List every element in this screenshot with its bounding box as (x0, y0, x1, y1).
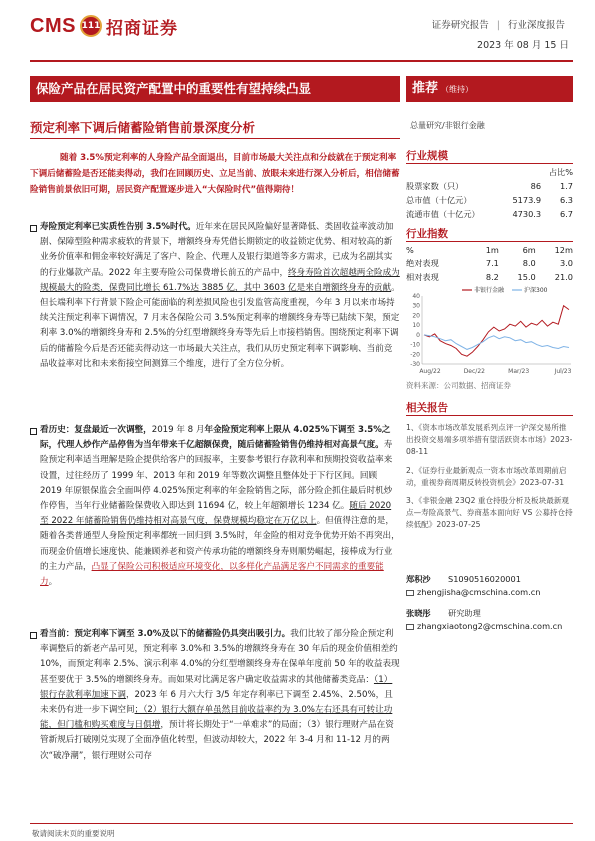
p3-e: ，预计将长期处于“一单难求”的局面；（3）银行理财产品在资管新规后打破刚兑实现了全面净值化转型，但波动却较大，2022 年 3-4 月和 11-12 月的两次“破净潮”，银行理财公司存 (40, 720, 394, 761)
industry-index-heading: 行业指数 (406, 228, 448, 240)
summary-paragraph: 随着 3.5%预定利率的人身险产品全面退出，目前市场最大关注点和分歧就在于预定利率下调后储蓄险是否还能卖得动，我们在回顾历史、立足当前、放眼未来进行深入分析后，相信储蓄险销售前景依旧可期，居民资产配置逐步进入“大保险时代”值得期待！ (30, 153, 400, 195)
related-list (406, 422, 573, 538)
index-header: 12m (554, 244, 573, 255)
related-heading: 相关报告 (406, 402, 448, 414)
analyst-note: 总量研究/非银行金融 (410, 121, 485, 130)
paragraph-history (30, 423, 400, 590)
analyst-email[interactable]: zhangxiaotong2@cmschina.com.cn (417, 621, 563, 631)
p2-e: 。但值得注意的是，随着各类普通型人身险预定利率都统一回归到 3.5%时，年金险的相对竞争优势开始不再突出，而现金价值增长速度快、能兼顾养老和资产传承功能的增额终身寿则顺势崛起，接棒成为行业的主力产品， (40, 516, 400, 572)
p2-g: 。 (48, 577, 58, 588)
footer-note: 敬请阅读末页的重要说明 (32, 829, 115, 838)
scale-pct: 6.3 (559, 195, 573, 205)
p3-lead: 看当前：预定利率下调至 3.0%及以下的储蓄险仍具突出吸引力。 (40, 629, 291, 639)
scale-value: 5173.9 (512, 195, 542, 205)
report-category: 行业深度报告 (507, 20, 565, 31)
contact-row (406, 608, 573, 621)
table-row (406, 193, 573, 207)
contact-block (406, 574, 573, 634)
industry-scale-table (406, 165, 573, 221)
logo-text: CMS (30, 14, 76, 37)
report-date: 2023 年 08 月 15 日 (477, 40, 569, 51)
p2-d: 随后 2020 至 2022 年储蓄险销售仍维持相对高景气度，保费规模均稳定在万亿以上 (40, 501, 392, 527)
series-line-nonbank (424, 306, 569, 357)
contact-row (406, 587, 573, 600)
body-section-1 (30, 220, 400, 372)
index-label: 绝对表现 (406, 257, 439, 268)
industry-index-divider (406, 241, 573, 242)
p3-b: （1）银行存款利率加速下调 (40, 674, 393, 700)
header-divider (30, 60, 573, 62)
body-section-2 (30, 423, 400, 590)
p1-c: 。但长端利率下行背景下险企可能面临的利差损风险也引发监管高度重视，今年 3 月以来市场持续关注预定利率下调情况，7 月末各保险公司 3.5%预定利率的增额终身寿等已陆续下架，预定利率 3.0%的增额终身寿和 2.5%的分红型增额终身寿等先后上市接档销售。围绕预定利率下调后的储蓄险今后是否还能卖得动这一市场最大关注点，我们从历史预定利率下调影响、当前竞品收益率对比和未来衔接空间测算三个维度，进行了全方位分析。 (40, 282, 400, 369)
index-12m: 21.0 (554, 272, 573, 282)
index-6m: 8.0 (522, 258, 536, 268)
scale-pct: 1.7 (559, 181, 573, 191)
y-tick-label: 30 (412, 302, 420, 310)
p3-a: 我们比较了部分险企预定利率调整后的新老产品可见，预定利率 3.0%和 3.5%的增额终身寿在 30 年后的现金价值相差约 10%，而预定利率 2.5%、演示利率 4.0%的分红型增额终身寿在保单年度前 50 年的收益表现甚至要优于 3.5%的增额终身寿。而如果对比满足客户确定收益需求的其他储蓄类竞品： (40, 629, 400, 685)
related-item[interactable]: 2、《证券行业最新观点一资本市场改革周期前启动，重视券商周期反转投资机会》2023-07-31 (406, 465, 567, 487)
y-tick-label: 20 (412, 312, 420, 320)
table-row (406, 256, 573, 270)
index-chart-svg (406, 284, 573, 376)
p1-lead: 寿险预定利率已实质性告别 3.5%时代。 (40, 222, 196, 232)
index-header: 6m (522, 244, 536, 255)
paragraph-current (30, 627, 400, 764)
table-header-row (406, 243, 573, 256)
table-row (406, 270, 573, 284)
logo-cn-text: 招商证券 (105, 18, 178, 39)
p2-b: 年金险预定利率上限从 4.025%下调至 3.5%之际，代理人炒作产品停售为当年带来千亿超额保费，随后储蓄险销售仍维持相对高景气度。 (40, 425, 391, 451)
rating-box (406, 76, 573, 102)
analyst-name: 张晓彤 (406, 608, 431, 618)
report-title: 保险产品在居民资产配置中的重要性有望持续凸显 (30, 76, 400, 102)
subtitle-divider (30, 138, 400, 139)
index-label: 相对表现 (406, 271, 439, 282)
contact-row (406, 621, 573, 634)
p2-f: 凸显了保险公司积极适应环境变化，以多样化产品满足客户不同需求的重要能力 (40, 561, 384, 588)
p1-b: 终身寿险首次超越两全险成为规模最大的险类，保费同比增长 61.7%达 3885 亿，其中 3603 亿是来自增额终身寿的贡献 (40, 267, 400, 293)
y-tick-label: -20 (410, 351, 420, 359)
series-line-csi300 (424, 335, 569, 350)
legend-label: 非银行金融 (474, 287, 505, 294)
industry-index-table (406, 243, 573, 284)
x-tick-label: Jul/23 (554, 368, 572, 375)
report-type: 证券研究报告 (431, 20, 489, 31)
table-row (406, 207, 573, 221)
index-12m: 3.0 (559, 258, 573, 268)
mail-icon (406, 624, 414, 630)
scale-label: 股票家数（只） (406, 180, 464, 191)
index-header: 1m (485, 244, 499, 255)
p1-a: 近年来在居民风险偏好显著降低、类固收益率波动加剧、保障型险种需求疲软的背景下，增额终身寿凭借长期锁定的收益锁定优势、相对较高的新业务价值率和佣金率较好满足了客户、险企、代理人及银行渠道等多方需求，已成为名副其实的行业爆款产品。2022 年主要寿险公司保费增长前五的产品中， (40, 222, 394, 278)
rating-label: 推荐 (412, 81, 439, 96)
chart-source: 资料来源：公司数据、招商证券 (406, 381, 511, 390)
p2-c: 寿险预定利率适当理解是险企提供给客户的回报率，主要参考银行存款利率和预期投资收益率来设置，过往经历了 1999 年、2013 年和 2019 年等数次调整且整体处于下行区间。回顾 2019 年原银保监会全面叫停 4.025%预定利率的年金险销售之际，部分险企抓住最后时机炒作停售，当年行业储蓄险保费收入即达到 11694 亿，较上年超额增长 1234 亿。 (40, 440, 393, 512)
p3-c: ，2023 年 6 月六大行 3/5 年定存利率已下调至 2.45%、2.50%，且未来仍有进一步下调空间 (40, 689, 393, 716)
analyst-email[interactable]: zhengjisha@cmschina.com.cn (417, 587, 541, 597)
scale-col-header: 占比% (548, 166, 573, 177)
related-divider (406, 415, 573, 416)
contact-row (406, 574, 573, 587)
index-6m: 15.0 (517, 272, 536, 282)
scale-label: 流通市值（十亿元） (406, 208, 480, 219)
scale-value: 4730.3 (512, 209, 542, 219)
analyst-name: 郑积沙 (406, 574, 431, 584)
industry-scale-divider (406, 163, 573, 164)
logo-badge-icon: 111 (80, 15, 102, 37)
related-item[interactable]: 3、《非银金融 23Q2 重仓持股分析及板块最新观点—寿险高景气、券商基本面向好 VS 公募持仓持续低配》2023-07-25 (406, 496, 573, 530)
related-item[interactable]: 1、《资本市场改革发展系列点评一沪深交易所推出投资交易端多项举措有望活跃资本市场》2023-08-11 (406, 423, 573, 457)
scale-label: 总市值（十亿元） (406, 194, 472, 205)
p2-lead: 看历史：复盘最近一次调整， (40, 425, 152, 435)
footer-divider (30, 823, 573, 824)
p3-d: ；（2）银行大额存单虽然目前收益率约为 3.0%左右还具有可转让功能，但门槛和购买难度与日俱增 (40, 705, 393, 731)
index-1m: 7.1 (485, 258, 499, 268)
y-tick-label: -10 (410, 341, 420, 349)
legend-label: 沪深300 (524, 287, 548, 294)
index-header: % (406, 244, 414, 255)
body-section-3 (30, 627, 400, 764)
scale-value: 86 (530, 181, 542, 191)
scale-pct: 6.7 (559, 209, 573, 219)
y-tick-label: 0 (416, 331, 420, 339)
index-1m: 8.2 (485, 272, 499, 282)
x-tick-label: Aug/22 (419, 368, 441, 375)
x-tick-label: Mar/23 (508, 368, 530, 375)
company-logo (30, 14, 178, 38)
paragraph-history-rate (30, 220, 400, 372)
rating-sub: （维持） (441, 85, 474, 94)
analyst-role: 研究助理 (448, 608, 481, 618)
index-chart (406, 284, 573, 376)
industry-scale-heading: 行业规模 (406, 150, 448, 162)
mail-icon (406, 590, 414, 596)
y-tick-label: 10 (412, 322, 420, 330)
report-subtitle: 预定利率下调后储蓄险销售前景深度分析 (30, 120, 256, 135)
p2-a: 2019 年 8 月 (151, 425, 205, 435)
x-tick-label: Dec/22 (463, 368, 485, 375)
table-row (406, 179, 573, 193)
report-meta: 证券研究报告 | 行业深度报告 2023 年 08 月 15 日 (428, 17, 569, 51)
analyst-code: S1090516020001 (448, 574, 521, 584)
y-tick-label: 40 (412, 293, 420, 300)
y-tick-label: -30 (410, 361, 420, 368)
